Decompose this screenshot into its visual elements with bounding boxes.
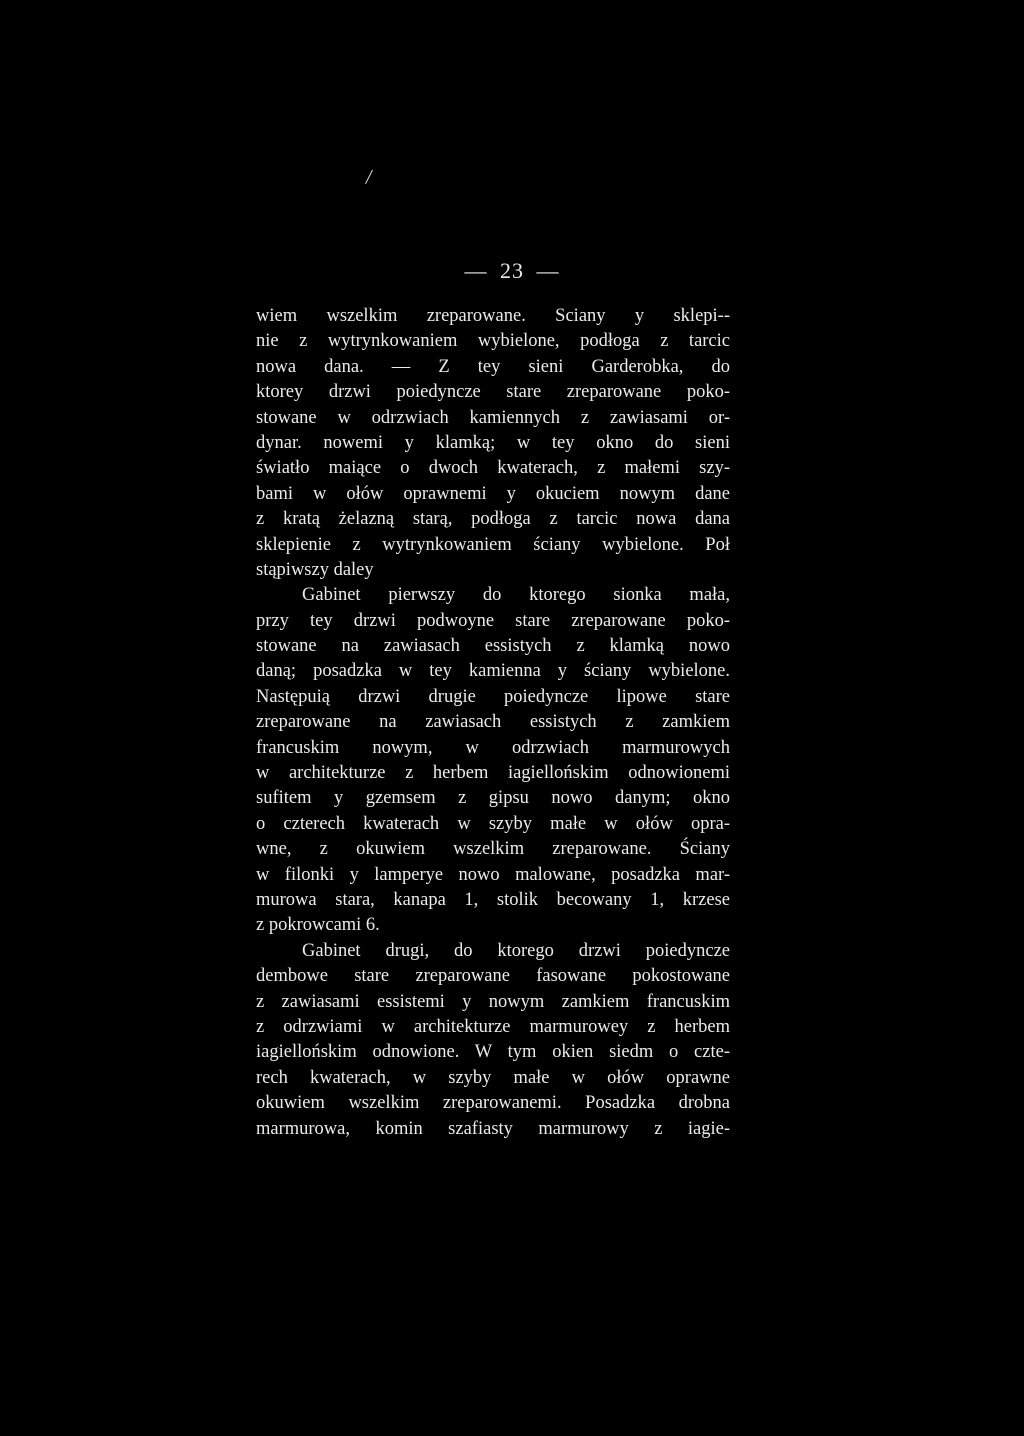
text-line: dembowe stare zreparowane fasowane pokostowane [256,966,730,987]
text-line: sklepienie z wytrynkowaniem ściany wybielone. Poł [256,534,730,555]
text-line: stąpiwszy daley [256,559,374,580]
text-line: w architekturze z herbem iagiellońskim odnowionemi [256,763,730,784]
text-line: ktorey drzwi poiedyncze stare zreparowane poko- [256,382,730,403]
text-line: o czterech kwaterach w szyby małe w ołów opra- [256,813,730,834]
body-text [256,304,730,1142]
text-line: daną; posadzka w tey kamienna y ściany wybielone. [256,661,730,682]
text-line: wne, z okuwiem wszelkim zreparowane. Ściany [256,839,730,860]
text-line: iagiellońskim odnowione. W tym okien siedm o czte- [256,1042,730,1063]
stray-mark: / [364,163,374,190]
text-line: sufitem y gzemsem z gipsu nowo danym; okno [256,788,730,809]
text-line: nie z wytrynkowaniem wybielone, podłoga z tarcic [256,331,730,352]
text-line: Następuią drzwi drugie poiedyncze lipowe stare [256,686,730,707]
page-number: — 23 — [464,258,560,283]
text-line: zreparowane na zawiasach essistych z zamkiem [256,712,730,733]
text-line: z kratą żelazną starą, podłoga z tarcic nowa dana [256,509,730,530]
text-line: przy tey drzwi podwoyne stare zreparowane poko- [256,610,730,631]
text-line: okuwiem wszelkim zreparowanemi. Posadzka drobna [256,1093,730,1114]
text-line: z pokrowcami 6. [256,915,380,936]
text-line: rech kwaterach, w szyby małe w ołów oprawne [256,1067,730,1088]
text-line: z zawiasami essistemi y nowym zamkiem francuskim [256,991,730,1012]
text-line: Gabinet drugi, do ktorego drzwi poiedyncze [302,940,730,961]
text-line: stowane na zawiasach essistych z klamką nowo [256,636,730,657]
text-line: francuskim nowym, w odrzwiach marmurowych [256,737,730,758]
text-line: światło maiące o dwoch kwaterach, z małemi szy- [256,458,730,479]
text-line: z odrzwiami w architekturze marmurowey z herbem [256,1016,730,1037]
text-line: w filonki y lamperye nowo malowane, posadzka mar- [256,864,730,885]
text-line: bami w ołów oprawnemi y okuciem nowym dane [256,483,730,504]
text-line: nowa dana. — Z tey sieni Garderobka, do [256,356,730,377]
text-line: dynar. nowemi y klamką; w tey okno do sieni [256,432,730,453]
text-line: murowa stara, kanapa 1, stolik becowany 1, krzese [256,889,730,910]
text-line: wiem wszelkim zreparowane. Sciany y sklepi-- [256,306,730,326]
text-line: marmurowa, komin szafiasty marmurowy z iagie- [256,1118,730,1139]
text-line: Gabinet pierwszy do ktorego sionka mała, [302,585,730,606]
text-line: stowane w odrzwiach kamiennych z zawiasami or- [256,407,730,428]
